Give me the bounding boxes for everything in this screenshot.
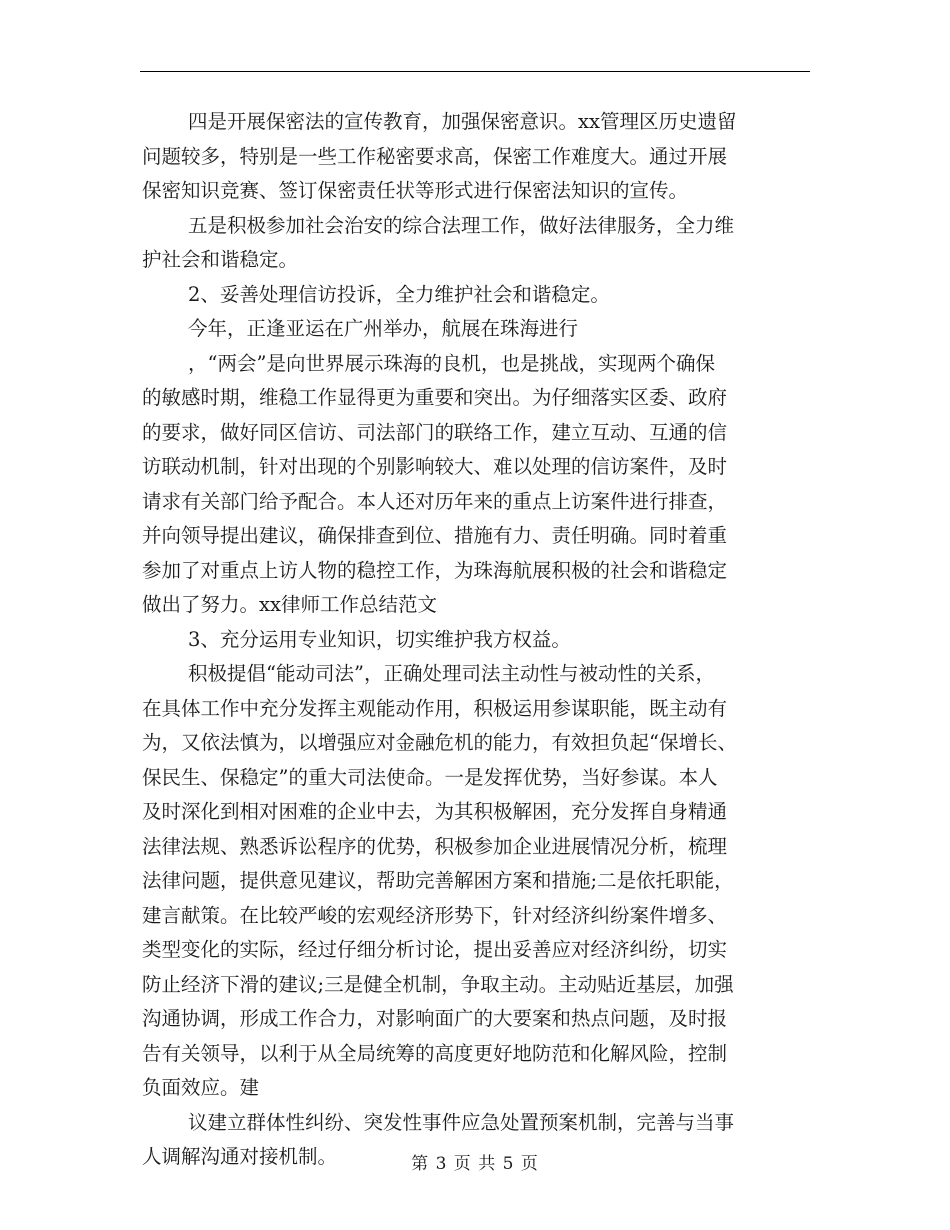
text-line: 在具体工作中充分发挥主观能动作用，积极运用参谋职能，既主动有 bbox=[142, 696, 728, 720]
text-line: 四是开展保密法的宣传教育，加强保密意识。xx管理区历史遗留 bbox=[188, 110, 737, 133]
text-line: 问题较多，特别是一些工作秘密要求高，保密工作难度大。通过开展 bbox=[142, 144, 728, 168]
text-line: 告有关领导，以利于从全局统筹的高度更好地防范和化解风险，控制 bbox=[142, 1041, 728, 1065]
text-line: 保密知识竞赛、签订保密责任状等形式进行保密法知识的宣传。 bbox=[142, 179, 689, 202]
text-line: 五是积极参加社会治安的综合法理工作，做好法律服务，全力维 bbox=[188, 213, 735, 237]
text-line: 议建立群体性纠纷、突发性事件应急处置预案机制，完善与当事 bbox=[188, 1110, 735, 1134]
text-line: 负面效应。建 bbox=[142, 1076, 260, 1099]
document-body bbox=[142, 105, 812, 1175]
text-line: 做出了努力。xx律师工作总结范文 bbox=[142, 593, 437, 616]
text-line: 及时深化到相对困难的企业中去，为其积极解困，充分发挥自身精通 bbox=[142, 800, 728, 823]
text-line: 并向领导提出建议，确保排查到位、措施有力、责任明确。同时着重 bbox=[142, 524, 728, 547]
text-line: 类型变化的实际，经过仔细分析讨论，提出妥善应对经济纠纷，切实 bbox=[142, 938, 728, 961]
text-line: 积极提倡“能动司法”，正确处理司法主动性与被动性的关系， bbox=[188, 662, 715, 685]
text-line: 参加了对重点上访人物的稳控工作，为珠海航展积极的社会和谐稳定 bbox=[142, 558, 728, 582]
text-line: 建言献策。在比较严峻的宏观经济形势下，针对经济纠纷案件增多、 bbox=[142, 903, 728, 927]
text-line: 沟通协调，形成工作合力，对影响面广的大要案和热点问题，及时报 bbox=[142, 1007, 728, 1030]
text-line: 防止经济下滑的建议;三是健全机制，争取主动。主动贴近基层，加强 bbox=[142, 972, 734, 996]
text-line: 请求有关部门给予配合。本人还对历年来的重点上访案件进行排查， bbox=[142, 489, 728, 513]
text-line: 访联动机制，针对出现的个别影响较大、难以处理的信访案件，及时 bbox=[142, 455, 728, 478]
text-line: 人调解沟通对接机制。 bbox=[142, 1145, 338, 1168]
text-line: ，“两会”是向世界展示珠海的良机，也是挑战，实现两个确保 bbox=[188, 351, 715, 375]
header-rule bbox=[140, 71, 810, 72]
text-line: 3、充分运用专业知识，切实维护我方权益。 bbox=[188, 627, 571, 651]
text-line: 的敏感时期，维稳工作显得更为重要和突出。为仔细落实区委、政府 bbox=[142, 386, 728, 409]
text-line: 护社会和谐稳定。 bbox=[142, 248, 299, 271]
text-line: 今年，正逢亚运在广州举办，航展在珠海进行 bbox=[188, 317, 579, 340]
text-line: 法律问题，提供意见建议，帮助完善解困方案和措施;二是依托职能， bbox=[142, 869, 734, 892]
text-line: 保民生、保稳定”的重大司法使命。一是发挥优势，当好参谋。本人 bbox=[142, 765, 718, 789]
text-line: 为，又依法慎为，以增强应对金融危机的能力，有效担负起“保增长、 bbox=[142, 731, 737, 754]
text-line: 法律法规、熟悉诉讼程序的优势，积极参加企业进展情况分析，梳理 bbox=[142, 834, 728, 858]
text-line: 2、妥善处理信访投诉，全力维护社会和谐稳定。 bbox=[188, 282, 610, 306]
text-line: 的要求，做好同区信访、司法部门的联络工作，建立互动、互通的信 bbox=[142, 420, 728, 444]
page-number: 第 3 页 共 5 页 bbox=[411, 1154, 539, 1174]
